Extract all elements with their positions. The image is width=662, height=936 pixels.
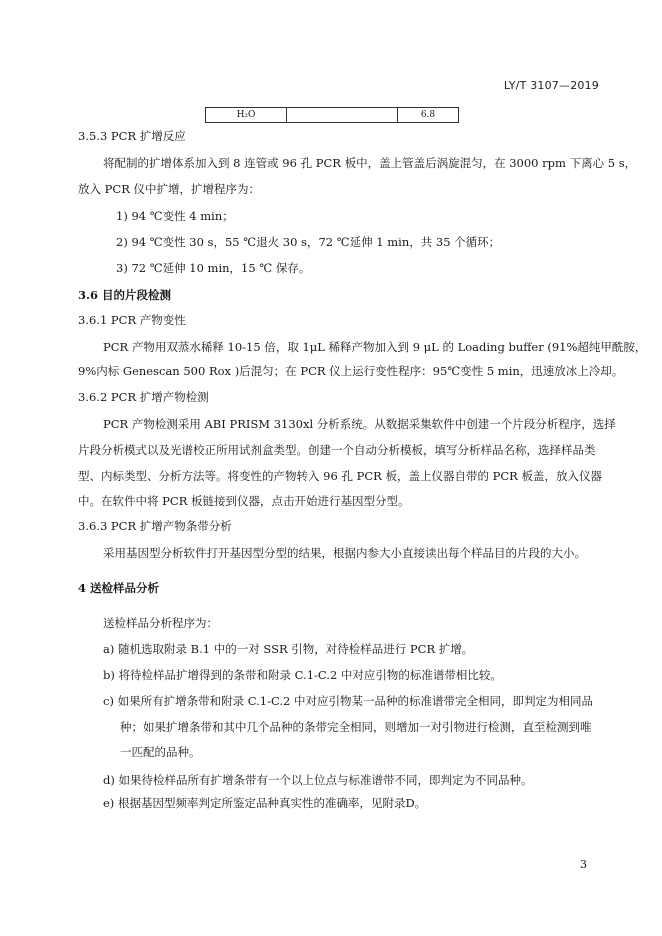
list-item-c-line1: c) 如果所有扩增条带和附录 C.1-C.2 中对应引物某一品种的标准谱带完全相同，即判定为相同品: [103, 694, 593, 708]
section-3-5-3-paragraph-line1: 将配制的扩增体系加入到 8 连管或 96 孔 PCR 板中，盖上管盖后涡旋混匀，在 3000 rpm 下离心 5 s，: [103, 156, 637, 170]
list-item-c-line2: 种；如果扩增条带和其中几个品种的条带完全相同，则增加一对引物进行检测，直至检测到唯: [120, 720, 592, 734]
section-4-heading: 4 送检样品分析: [78, 581, 160, 595]
section-3-6-heading: 3.6 目的片段检测: [78, 288, 172, 302]
reagent-table-fragment: [205, 107, 459, 123]
section-3-6-2-paragraph-line4: 中。在软件中将 PCR 板链接到仪器，点击开始进行基因型分型。: [78, 494, 410, 508]
section-3-6-2-heading: 3.6.2 PCR 扩增产物检测: [78, 390, 209, 404]
section-4-intro: 送检样品分析程序为：: [103, 616, 218, 630]
list-item-b: b) 将待检样品扩增得到的条带和附录 C.1-C.2 中对应引物的标准谱带相比较。: [103, 668, 502, 682]
table-cell-value: 6.8: [398, 108, 459, 123]
standard-code-header: LY/T 3107—2019: [503, 79, 599, 92]
section-3-6-1-paragraph-line1: PCR 产物用双蒸水稀释 10-15 倍，取 1μL 稀释产物加入到 9 μL 的 Loading buffer (91%超纯甲酰胺，: [103, 340, 647, 354]
table-cell-blank: [287, 108, 398, 123]
section-3-6-2-paragraph-line2: 片段分析模式以及光谱校正所用试剂盒类型。创建一个自动分析模板，填写分析样品名称，选择样品类: [78, 443, 596, 457]
section-3-6-1-paragraph-line2: 9%内标 Genescan 500 Rox )后混匀；在 PCR 仪上运行变性程序：95℃变性 5 min，迅速放冰上冷却。: [78, 364, 624, 378]
list-item-c-line3: 一匹配的品种。: [120, 745, 201, 759]
section-3-6-2-paragraph-line3: 型、内标类型、分析方法等。将变性的产物转入 96 孔 PCR 板，盖上仪器自带的 PCR 板盖，放入仪器: [78, 469, 602, 483]
table-row: [206, 108, 459, 123]
amplification-step-1: 1) 94 ℃变性 4 min；: [116, 209, 234, 223]
section-3-6-2-paragraph-line1: PCR 产物检测采用 ABI PRISM 3130xl 分析系统。从数据采集软件中创建一个片段分析程序，选择: [103, 417, 616, 431]
list-item-e: e) 根据基因型频率判定所鉴定品种真实性的准确率，见附录D。: [103, 796, 427, 810]
amplification-step-3: 3) 72 ℃延伸 10 min，15 ℃ 保存。: [116, 261, 311, 275]
section-3-6-1-heading: 3.6.1 PCR 产物变性: [78, 313, 186, 327]
section-3-6-3-paragraph: 采用基因型分析软件打开基因型分型的结果，根据内参大小直接读出每个样品目的片段的大小。: [103, 546, 586, 560]
page-number: 3: [580, 858, 587, 871]
list-item-a: a) 随机选取附录 B.1 中的一对 SSR 引物，对待检样品进行 PCR 扩增。: [103, 642, 474, 656]
amplification-step-2: 2) 94 ℃变性 30 s，55 ℃退火 30 s，72 ℃延伸 1 min，共 35 个循环；: [116, 235, 501, 249]
list-item-d: d) 如果待检样品所有扩增条带有一个以上位点与标准谱带不同，即判定为不同品种。: [103, 773, 533, 787]
section-3-6-3-heading: 3.6.3 PCR 扩增产物条带分析: [78, 519, 232, 533]
section-3-5-3-heading: 3.5.3 PCR 扩增反应: [78, 129, 186, 143]
table-cell-reagent: H₂O: [206, 108, 287, 123]
section-3-5-3-paragraph-line2: 放入 PCR 仪中扩增，扩增程序为：: [78, 182, 261, 196]
